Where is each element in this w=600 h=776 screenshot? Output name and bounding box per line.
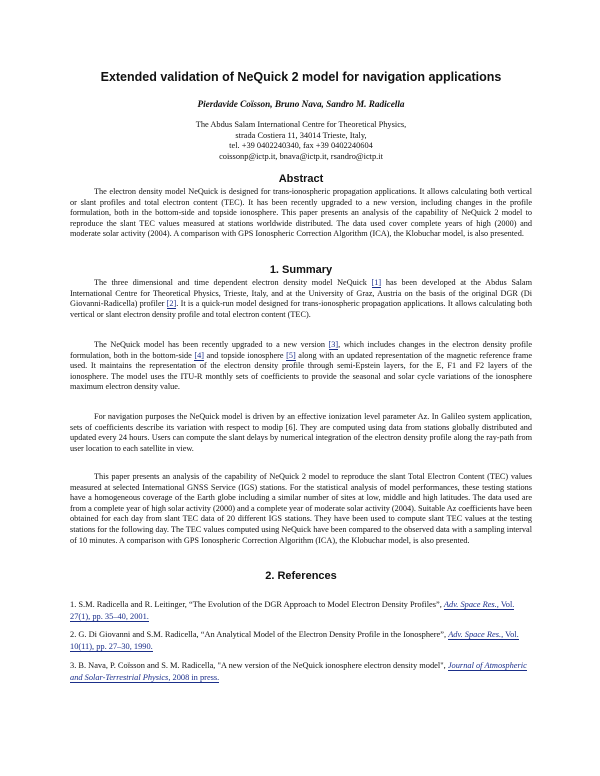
citation-link[interactable]: [1] — [371, 278, 382, 287]
affiliation-block — [70, 120, 532, 162]
reference-item: 1. S.M. Radicella and R. Leitinger, “The Evolution of the DGR Approach to Model Electron Density Profiles”, Adv. Space Res., Vol. 27(1), pp. 35–40, 2001. — [70, 600, 515, 621]
paper-title: Extended validation of NeQuick 2 model for navigation applications — [100, 70, 502, 84]
affiliation-emails: coissonp@ictp.it, bnava@ictp.it, rsandro@ictp.it — [219, 151, 383, 161]
reference-item: 3. B. Nava, P. Coïsson and S. M. Radicella, "A new version of the NeQuick ionosphere electron density model", Journal of Atmospheric and Solar-Terrestrial Physics, 2008 in press. — [70, 661, 527, 682]
journal-link[interactable]: Journal of Atmospheric and Solar-Terrestrial Physics — [70, 661, 527, 682]
summary-heading: 1. Summary — [269, 264, 333, 276]
citation-link[interactable]: [5] — [286, 350, 296, 360]
citation-link[interactable]: [4] — [194, 350, 204, 360]
affiliation-line: The Abdus Salam International Centre for Theoretical Physics, — [195, 120, 407, 129]
summary-paragraph-1: The three dimensional and time dependent electron density model NeQuick [1] has been developed at the Abdus Salam International Centre for Theoretical Physics, Trieste, Italy, and at the University of Graz, Austria on the basis of the original DGR (Di Giovanni-Radicella) profiler [2]. It is a quick-run model designed for trans-ionospheric propagation applications. It allows calculating both vertical or slant electron density profile and total electron content (TEC). — [70, 278, 533, 319]
abstract-heading: Abstract — [278, 173, 324, 185]
citation-link[interactable]: [3] — [328, 340, 339, 349]
citation-link[interactable]: [2] — [166, 299, 177, 309]
affiliation-line: tel. +39 0402240340, fax +39 0402240604 — [229, 141, 373, 151]
references-heading: 2. References — [265, 570, 337, 582]
summary-paragraph-4: This paper presents an analysis of the capability of NeQuick 2 model to reproduce the slant Total Electron Content (TEC) values measured at selected International GNSS Service (IGS) stations. For the statistical analysis of model performances, these testing stations have a homogeneous coverage of the Earth globe including a similar number of sites at low, middle and high latitudes. The data used are from a complete year of high solar activity (2000) and a complete year of moderate solar activity (2004). Suitable Az coefficients have been obtained for each day from slant TEC data of 20 different IGS stations. They have been used to compute slant TEC values at the testing stations for the following day. The TEC values computed using NeQuick have been compared to the observed data with a sampling interval of 10 minutes. A comparison with GPS Ionospheric Correction Algorithm (ICA), the Klobuchar model, is also presented. — [70, 472, 532, 545]
journal-link[interactable]: Adv. Space Res. — [443, 600, 497, 609]
reference-item: 2. G. Di Giovanni and S.M. Radicella, “An Analytical Model of the Electron Density Profile in the Ionosphere”, Adv. Space Res., Vol. 10(11), pp. 27–30, 1990. — [70, 630, 519, 651]
summary-paragraph-2: The NeQuick model has been recently upgraded to a new version [3], which includes changes in the electron density profile formulation, both in the bottom-side [4] and topside ionosphere [5] along with an updated representation of the magnetic reference frame used. It maintains the representation of the electron density profile through semi-Epstein layers, for the E, F1 and F2 layers of the ionosphere. The model uses the ITU-R monthly sets of coefficients to provide the seasonal and solar cycle variations of the ionosphere maximum electron density value. — [70, 340, 532, 392]
author-list: Pierdavide Coïsson, Bruno Nava, Sandro M. Radicella — [197, 99, 405, 109]
abstract-text: The electron density model NeQuick is designed for trans-ionospheric propagation applications. It allows calculating both vertical or slant profiles and total electron content (TEC). It has been recently upgraded to a new version, including changes in the profile formulation, both in the bottom-side and topside ionosphere. This paper presents an analysis of the capability of NeQuick 2 model to reproduce the slant TEC values measured at stations worldwide distributed. The data used cover complete years of high (2000) and moderate solar activity (2004). A comparison with GPS Ionospheric Correction Algorithm (ICA), the Klobuchar model, is also presented. — [70, 187, 532, 239]
affiliation-line: strada Costiera 11, 34014 Trieste, Italy, — [235, 130, 367, 140]
journal-link[interactable]: Adv. Space Res. — [448, 630, 502, 639]
summary-paragraph-3: For navigation purposes the NeQuick model is driven by an effective ionization level parameter Az. In Galileo system application, sets of coefficients describe its variation with respect to modip [6]. They are computed using data from stations globally distributed and updated every 24 hours. Users can compute the slant delays by numerical integration of the electron density profile along the ray-path from user location to each satellite in view. — [70, 412, 532, 453]
